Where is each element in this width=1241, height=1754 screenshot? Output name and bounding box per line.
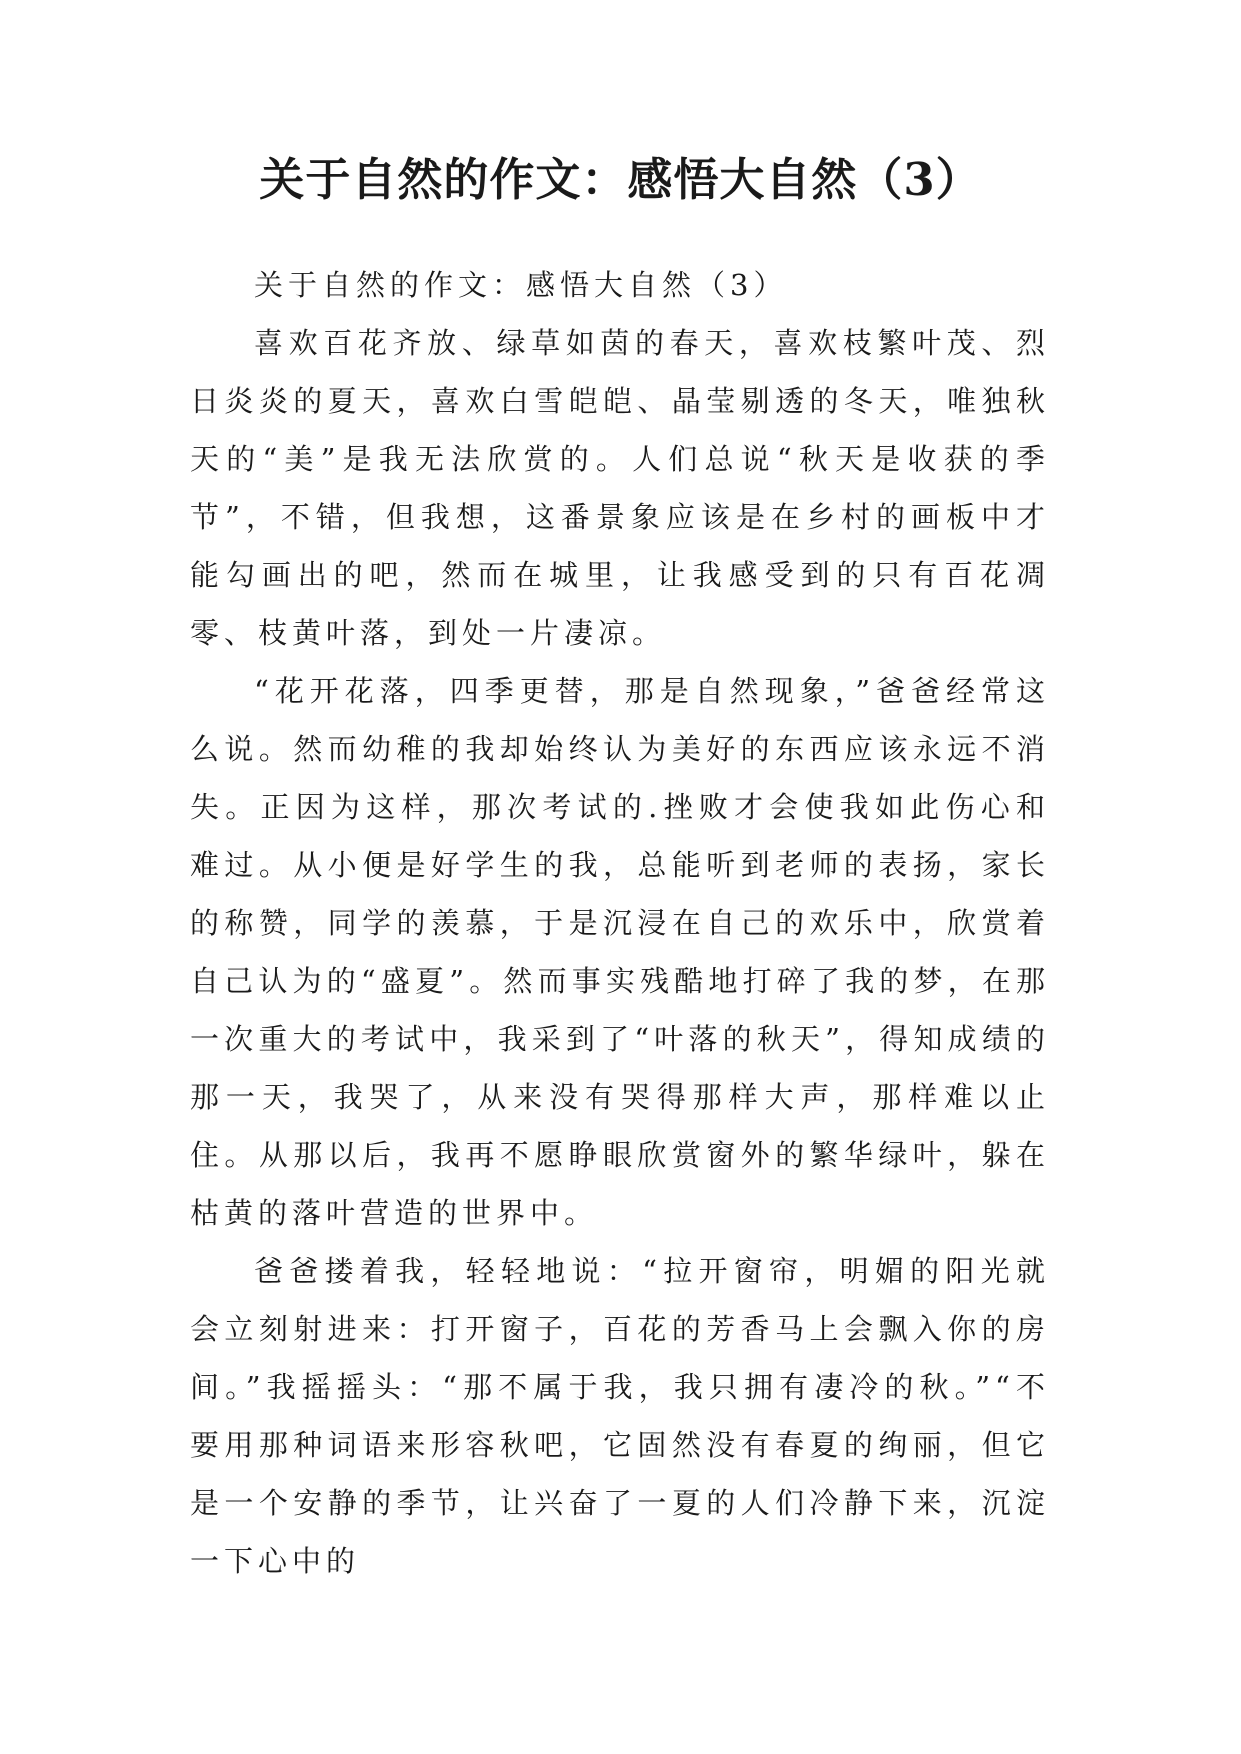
body-paragraph: “花开花落，四季更替，那是自然现象，”爸爸经常这么说。然而幼稚的我却始终认为美好的东西应该永远不消失。正因为这样，那次考试的.挫败才会使我如此伤心和难过。从小便是好学生的我，总能听到老师的表扬，家长的称赞，同学的羡慕，于是沉浸在自己的欢乐中，欣赏着自己认为的“盛夏”。然而事实残酷地打碎了我的梦，在那一次重大的考试中，我采到了“叶落的秋天”，得知成绩的那一天，我哭了，从来没有哭得那样大声，那样难以止住。从那以后，我再不愿睁眼欣赏窗外的繁华绿叶，躲在枯黄的落叶营造的世界中。 bbox=[190, 674, 1050, 1230]
subtitle-paragraph: 关于自然的作文：感悟大自然（3） bbox=[254, 268, 788, 302]
body-paragraph: 爸爸搂着我，轻轻地说：“拉开窗帘，明媚的阳光就会立刻射进来：打开窗子，百花的芳香马上会飘入你的房间。”我摇摇头：“那不属于我，我只拥有凄冷的秋。”“不要用那种词语来形容秋吧，它固然没有春夏的绚丽，但它是一个安静的季节，让兴奋了一夏的人们冷静下来，沉淀一下心中的 bbox=[190, 1254, 1050, 1578]
body-paragraph: 喜欢百花齐放、绿草如茵的春天，喜欢枝繁叶茂、烈日炎炎的夏天，喜欢白雪皑皑、晶莹剔透的冬天，唯独秋天的“美”是我无法欣赏的。人们总说“秋天是收获的季节”，不错，但我想，这番景象应该是在乡村的画板中才能勾画出的吧，然而在城里，让我感受到的只有百花凋零、枝黄叶落，到处一片凄凉。 bbox=[190, 326, 1050, 650]
document-title: 关于自然的作文：感悟大自然（3） bbox=[259, 153, 982, 206]
document-body bbox=[190, 256, 1050, 1590]
